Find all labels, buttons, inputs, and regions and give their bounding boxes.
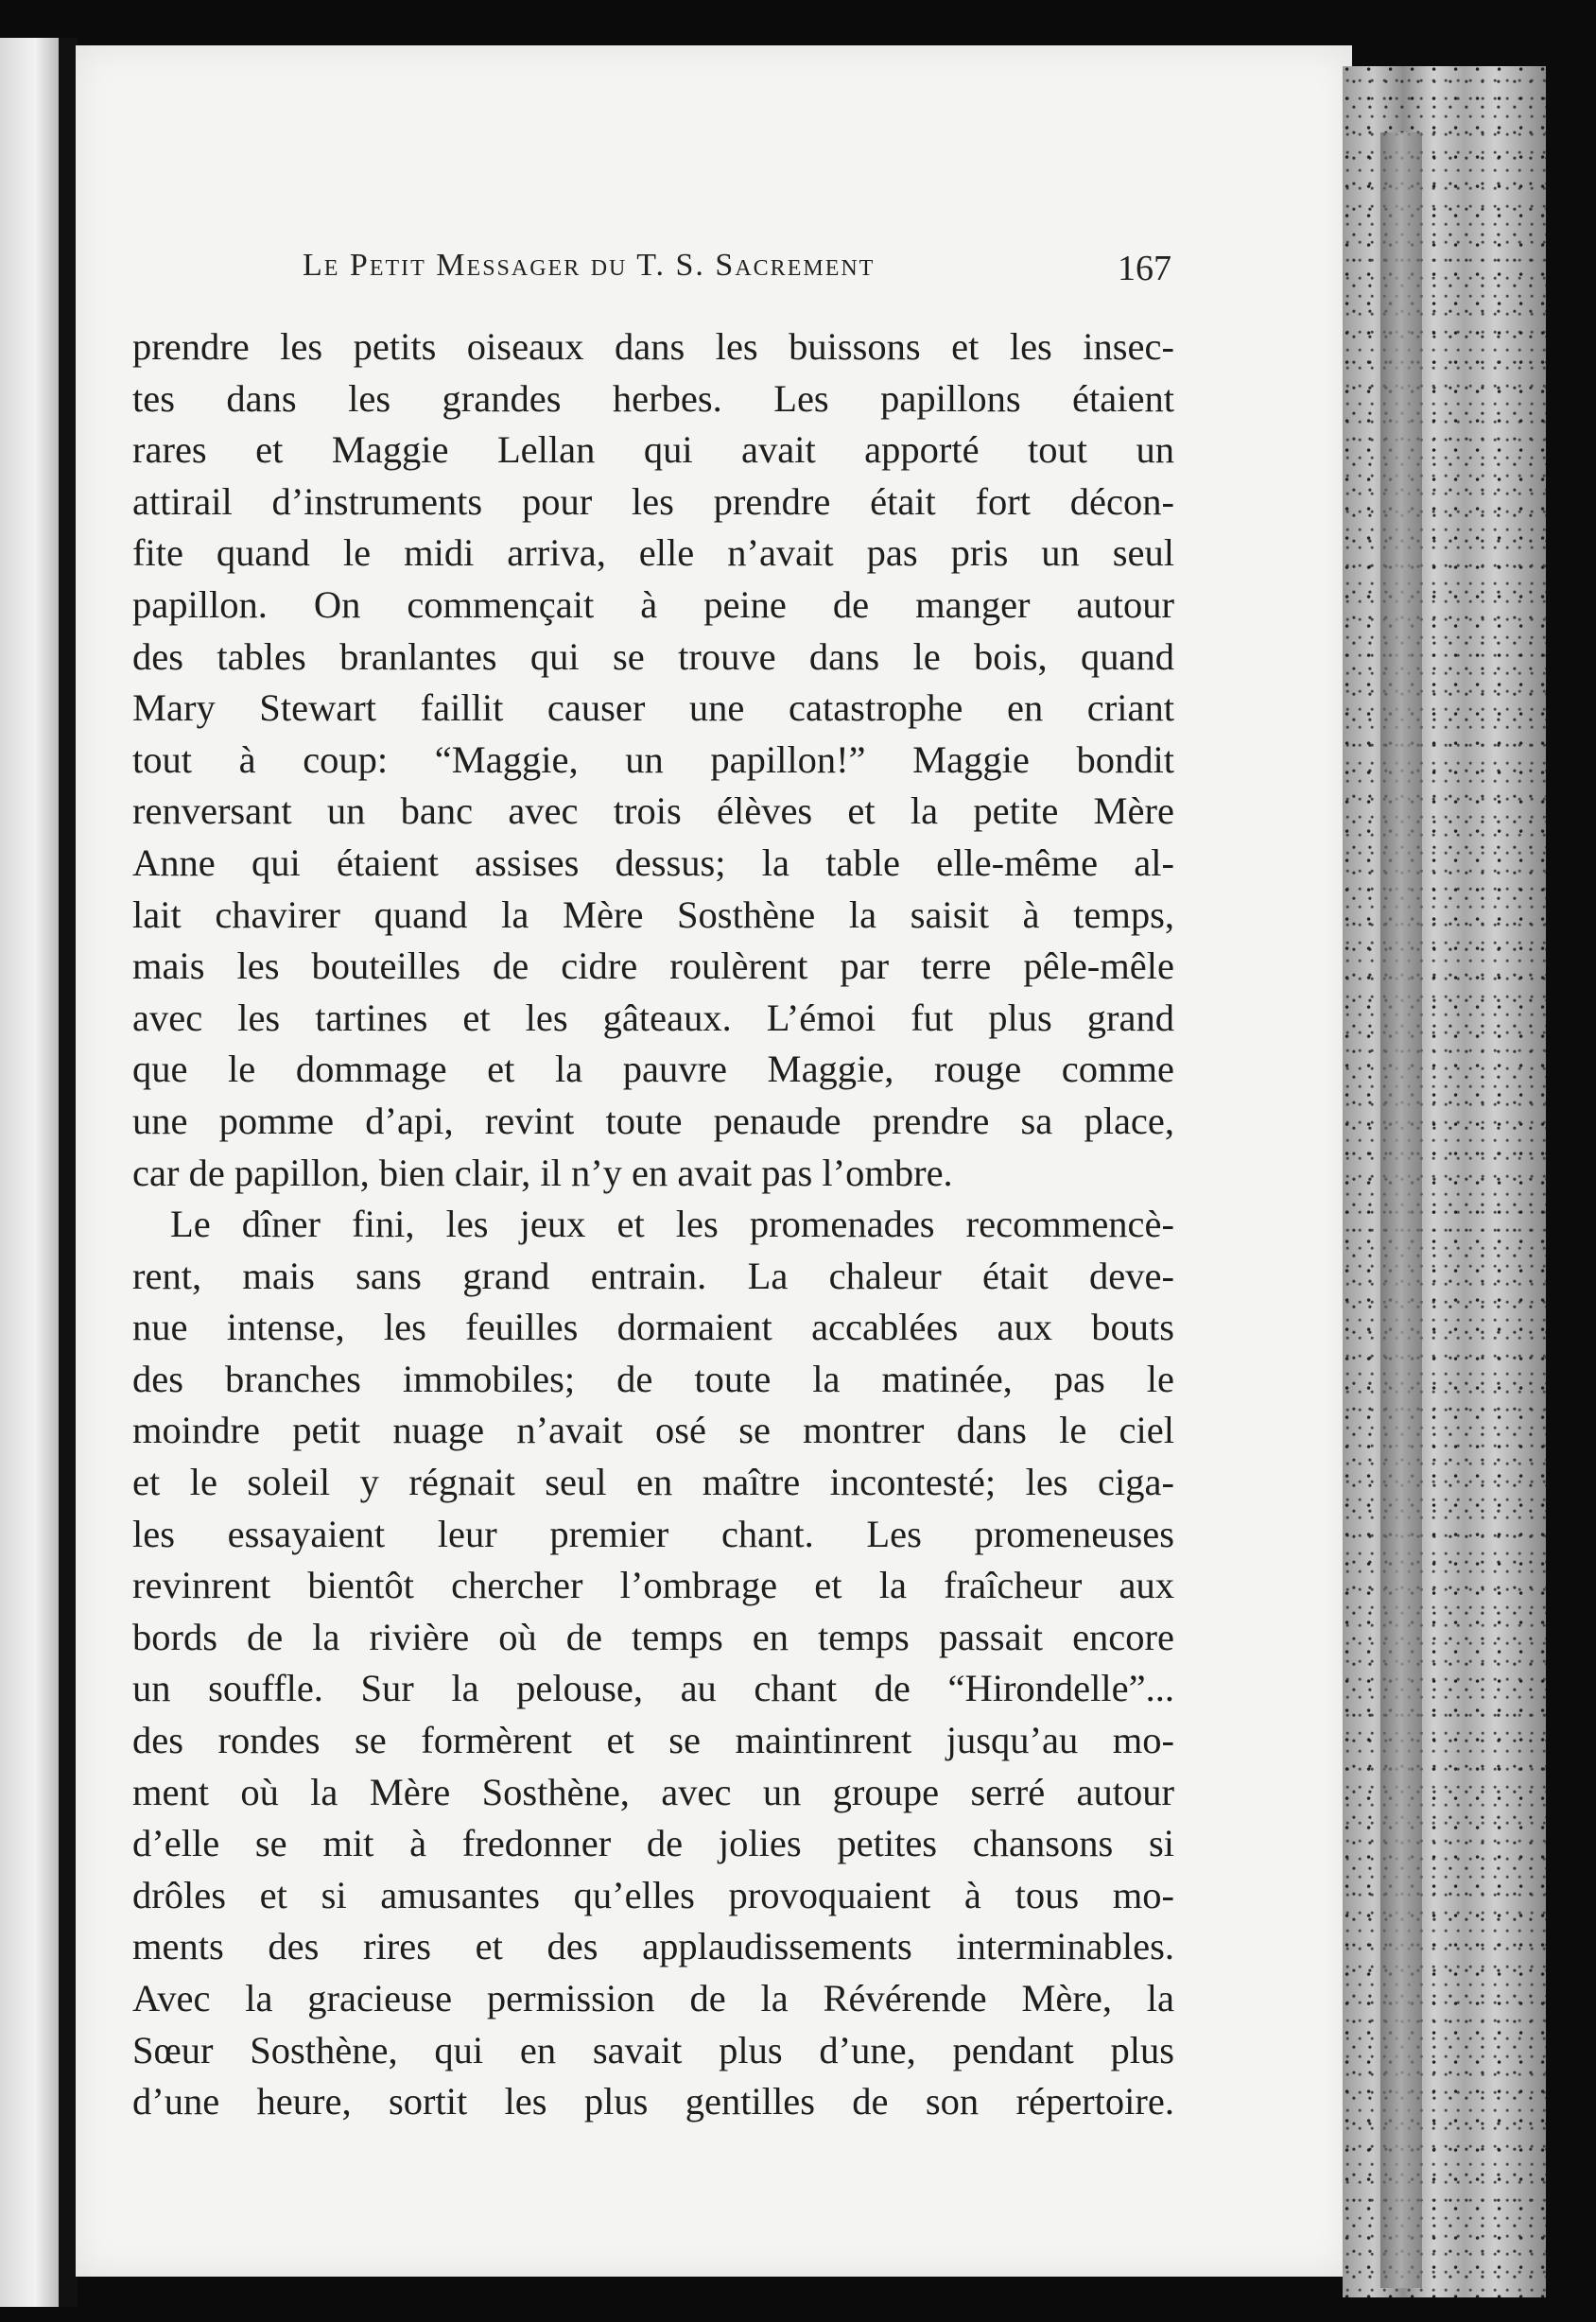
text-line: un souffle. Sur la pelouse, au chant de “Hirondelle”... <box>132 1667 1174 1710</box>
book-binding <box>59 38 78 2307</box>
text-line: mais les bouteilles de cidre roulèrent par terre pêle-mêle <box>132 944 1174 988</box>
page-number: 167 <box>1118 249 1171 288</box>
text-line: ments des rires et des applaudissements interminables. <box>132 1925 1174 1968</box>
text-line: et le soleil y régnait seul en maître incontesté; les ciga- <box>132 1461 1174 1504</box>
text-line: d’une heure, sortit les plus gentilles de son répertoire. <box>132 2080 1174 2123</box>
running-head <box>303 248 1040 284</box>
text-line: Mary Stewart faillit causer une catastrophe en criant <box>132 686 1174 730</box>
text-line: bords de la rivière où de temps en temps passait encore <box>132 1615 1174 1658</box>
text-line: revinrent bientôt chercher l’ombrage et la fraîcheur aux <box>132 1564 1174 1607</box>
text-line: ment où la Mère Sosthène, avec un groupe serré autour <box>132 1770 1174 1813</box>
text-line: attirail d’instruments pour les prendre était fort décon- <box>132 479 1174 523</box>
text-line: prendre les petits oiseaux dans les buissons et les insec- <box>132 325 1174 368</box>
text-line: car de papillon, bien clair, il n’y en avait pas l’ombre. <box>132 1151 953 1194</box>
text-line: Avec la gracieuse permission de la Révérende Mère, la <box>132 1977 1174 2019</box>
text-line: d’elle se mit à fredonner de jolies petites chansons si <box>132 1822 1174 1865</box>
paragraph-2 <box>132 1199 1174 2128</box>
text-line: rent, mais sans grand entrain. La chaleur était deve- <box>132 1254 1174 1297</box>
text-line: des branches immobiles; de toute la matinée, pas le <box>132 1357 1174 1400</box>
page-edges <box>1343 66 1546 2297</box>
text-line: une pomme d’api, revint toute penaude prendre sa place, <box>132 1099 1174 1142</box>
text-line: tout à coup: “Maggie, un papillon!” Maggie bondit <box>132 737 1174 781</box>
page-edge-strip <box>1380 132 1422 2288</box>
text-line: tes dans les grandes herbes. Les papillons étaient <box>132 376 1174 420</box>
text-line: fite quand le midi arriva, elle n’avait pas pris un seul <box>132 531 1174 575</box>
text-line: les essayaient leur premier chant. Les promeneuses <box>132 1512 1174 1555</box>
text-line: Sœur Sosthène, qui en savait plus d’une, pendant plus <box>132 2028 1174 2071</box>
text-line: que le dommage et la pauvre Maggie, rouge comme <box>132 1048 1174 1091</box>
text-line: drôles et si amusantes qu’elles provoquaient à tous mo- <box>132 1873 1174 1916</box>
running-head-text: Le Petit Messager du T. S. Sacrement <box>303 248 876 283</box>
text-line: lait chavirer quand la Mère Sosthène la saisit à temps, <box>132 892 1174 936</box>
text-line: nue intense, les feuilles dormaient accablées aux bouts <box>132 1306 1174 1349</box>
text-line: des tables branlantes qui se trouve dans le bois, quand <box>132 634 1174 678</box>
text-line: des rondes se formèrent et se maintinrent jusqu’au mo- <box>132 1719 1174 1762</box>
text-line: Le dîner fini, les jeux et les promenades recommencè- <box>170 1203 1174 1246</box>
text-line: renversant un banc avec trois élèves et la petite Mère <box>132 789 1174 833</box>
text-line: Anne qui étaient assises dessus; la table elle-même al- <box>132 840 1174 884</box>
text-line: rares et Maggie Lellan qui avait apporté tout un <box>132 428 1174 472</box>
text-line: papillon. On commençait à peine de manger autour <box>132 582 1174 626</box>
text-line: avec les tartines et les gâteaux. L’émoi fut plus grand <box>132 996 1174 1039</box>
previous-page-edge <box>0 38 59 2307</box>
body-text <box>132 321 1174 2128</box>
text-line: moindre petit nuage n’avait osé se montrer dans le ciel <box>132 1409 1174 1452</box>
paragraph-1 <box>132 321 1174 1199</box>
